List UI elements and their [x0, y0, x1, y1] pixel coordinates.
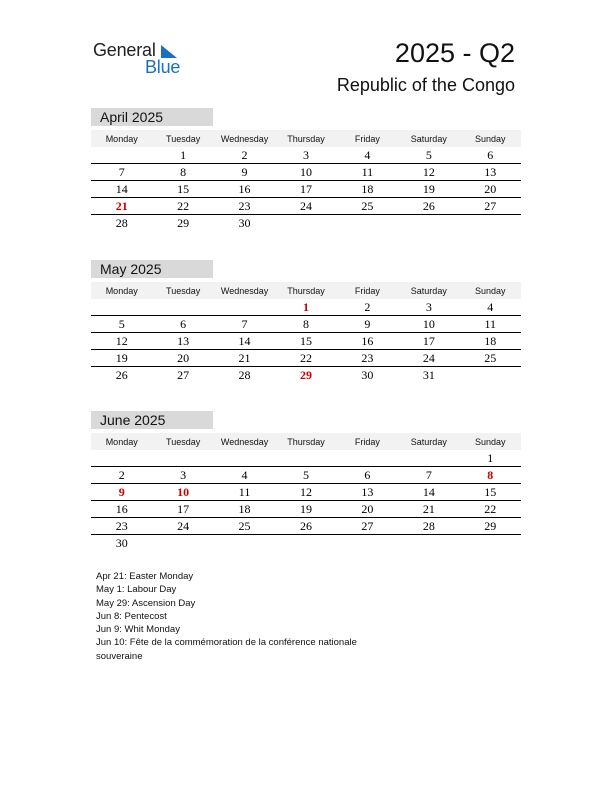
- empty-day-cell: [337, 450, 398, 467]
- day-cell: 16: [214, 181, 275, 198]
- week-row: [91, 367, 521, 384]
- month-june: [91, 411, 521, 551]
- empty-day-cell: [275, 535, 336, 552]
- weekday-label: Saturday: [398, 130, 459, 147]
- day-cell: 5: [91, 316, 152, 333]
- week-row: [91, 350, 521, 367]
- day-cell: 8: [152, 164, 213, 181]
- day-cell: 25: [214, 518, 275, 535]
- empty-day-cell: [275, 215, 336, 232]
- holiday-notes: [96, 570, 396, 663]
- empty-day-cell: [275, 450, 336, 467]
- weekday-label: Tuesday: [152, 433, 213, 450]
- empty-day-cell: [152, 535, 213, 552]
- day-cell: 21: [214, 350, 275, 367]
- week-row: [91, 316, 521, 333]
- country-name: Republic of the Congo: [336, 75, 515, 95]
- holiday-day-cell: 21: [91, 198, 152, 215]
- week-row: [91, 535, 521, 552]
- day-cell: 5: [275, 467, 336, 484]
- day-cell: 27: [337, 518, 398, 535]
- day-cell: 28: [115, 216, 128, 230]
- week-row: [91, 467, 521, 484]
- day-cell: 4: [214, 467, 275, 484]
- logo-blue-text: Blue: [145, 57, 181, 77]
- month-title: April 2025: [91, 108, 213, 126]
- empty-day-cell: [91, 299, 152, 316]
- weekday-label: Sunday: [460, 130, 521, 147]
- day-cell: 20: [152, 350, 213, 367]
- day-cell: 7: [91, 164, 152, 181]
- weekday-label: Friday: [337, 130, 398, 147]
- weekday-label: Wednesday: [214, 433, 275, 450]
- empty-day-cell: [460, 535, 521, 552]
- month-april: [91, 108, 521, 231]
- weekday-label: Monday: [91, 282, 152, 299]
- day-cell: 30: [361, 368, 374, 382]
- weekday-label: Thursday: [275, 130, 336, 147]
- day-cell: 15: [275, 333, 336, 350]
- empty-day-cell: [337, 215, 398, 232]
- day-cell: 24: [398, 350, 459, 367]
- day-cell: 2: [337, 299, 398, 316]
- day-cell: 25: [337, 198, 398, 215]
- empty-day-cell: [398, 215, 459, 232]
- day-cell: 3: [398, 299, 459, 316]
- day-cell: 26: [115, 368, 128, 382]
- week-row: [91, 450, 521, 467]
- day-cell: 14: [214, 333, 275, 350]
- day-cell: 3: [275, 147, 336, 164]
- weekday-label: Saturday: [398, 433, 459, 450]
- weekday-label: Tuesday: [152, 282, 213, 299]
- day-cell: 12: [275, 484, 336, 501]
- week-row: [91, 164, 521, 181]
- page-title: 2025 - Q2: [394, 38, 515, 68]
- day-cell: 11: [460, 316, 521, 333]
- day-cell: 17: [275, 181, 336, 198]
- weekday-label: Sunday: [460, 282, 521, 299]
- day-cell: 6: [460, 147, 521, 164]
- calendar-grid: [91, 130, 521, 231]
- day-cell: 10: [398, 316, 459, 333]
- calendar-grid: [91, 433, 521, 551]
- day-cell: 20: [460, 181, 521, 198]
- weekday-label: Monday: [91, 130, 152, 147]
- weekday-label: Sunday: [460, 433, 521, 450]
- weekday-label: Wednesday: [214, 130, 275, 147]
- day-cell: 12: [398, 164, 459, 181]
- empty-day-cell: [214, 450, 275, 467]
- week-row: [91, 198, 521, 215]
- day-cell: 29: [460, 518, 521, 535]
- day-cell: 2: [214, 147, 275, 164]
- day-cell: 6: [337, 467, 398, 484]
- empty-day-cell: [398, 535, 459, 552]
- day-cell: 21: [398, 501, 459, 518]
- holiday-day-cell: 1: [275, 299, 336, 316]
- holiday-note: Apr 21: Easter Monday: [96, 571, 194, 582]
- day-cell: 22: [460, 501, 521, 518]
- day-cell: 18: [337, 181, 398, 198]
- empty-day-cell: [337, 535, 398, 552]
- day-cell: 13: [460, 164, 521, 181]
- day-cell: 5: [398, 147, 459, 164]
- day-cell: 23: [337, 350, 398, 367]
- empty-day-cell: [152, 299, 213, 316]
- week-row: [91, 181, 521, 198]
- day-cell: 1: [460, 450, 521, 467]
- day-cell: 22: [152, 198, 213, 215]
- week-row: [91, 147, 521, 164]
- weekday-label: Tuesday: [152, 130, 213, 147]
- day-cell: 1: [152, 147, 213, 164]
- day-cell: 31: [422, 368, 435, 382]
- day-cell: 13: [337, 484, 398, 501]
- empty-day-cell: [460, 215, 521, 232]
- day-cell: 30: [115, 536, 128, 550]
- weekday-header-row: [91, 130, 521, 147]
- day-cell: 25: [460, 350, 521, 367]
- day-cell: 18: [214, 501, 275, 518]
- day-cell: 17: [152, 501, 213, 518]
- holiday-day-cell: 10: [152, 484, 213, 501]
- day-cell: 3: [152, 467, 213, 484]
- weekday-label: Friday: [337, 282, 398, 299]
- weekday-header-row: [91, 282, 521, 299]
- weekday-header-row: [91, 433, 521, 450]
- empty-day-cell: [214, 299, 275, 316]
- day-cell: 20: [337, 501, 398, 518]
- week-row: [91, 333, 521, 350]
- day-cell: 16: [337, 333, 398, 350]
- day-cell: 2: [91, 467, 152, 484]
- day-cell: 4: [460, 299, 521, 316]
- day-cell: 9: [337, 316, 398, 333]
- weekday-label: Saturday: [398, 282, 459, 299]
- day-cell: 30: [238, 216, 251, 230]
- weekday-label: Thursday: [275, 282, 336, 299]
- day-cell: 6: [152, 316, 213, 333]
- empty-day-cell: [152, 450, 213, 467]
- day-cell: 18: [460, 333, 521, 350]
- day-cell: 23: [214, 198, 275, 215]
- day-cell: 16: [91, 501, 152, 518]
- day-cell: 27: [177, 368, 190, 382]
- empty-day-cell: [398, 450, 459, 467]
- day-cell: 19: [91, 350, 152, 367]
- day-cell: 14: [398, 484, 459, 501]
- weekday-label: Thursday: [275, 433, 336, 450]
- empty-day-cell: [91, 147, 152, 164]
- day-cell: 10: [275, 164, 336, 181]
- holiday-note: Jun 8: Pentecost: [96, 610, 167, 622]
- day-cell: 26: [275, 518, 336, 535]
- day-cell: 26: [398, 198, 459, 215]
- day-cell: 24: [275, 198, 336, 215]
- day-cell: 29: [177, 216, 190, 230]
- week-row: [91, 484, 521, 501]
- holiday-day-cell: 29: [299, 368, 312, 382]
- holiday-note: Jun 10: Fête de la commémoration de la conférence nationale souveraine: [96, 637, 357, 662]
- empty-day-cell: [91, 450, 152, 467]
- day-cell: 11: [214, 484, 275, 501]
- day-cell: 24: [152, 518, 213, 535]
- holiday-day-cell: 8: [460, 467, 521, 484]
- weekday-label: Friday: [337, 433, 398, 450]
- holiday-day-cell: 9: [91, 484, 152, 501]
- day-cell: 7: [214, 316, 275, 333]
- weekday-label: Wednesday: [214, 282, 275, 299]
- day-cell: 19: [275, 501, 336, 518]
- day-cell: 28: [398, 518, 459, 535]
- day-cell: 9: [214, 164, 275, 181]
- day-cell: 15: [152, 181, 213, 198]
- week-row: [91, 299, 521, 316]
- logo-general-text: General: [93, 40, 156, 60]
- day-cell: 8: [275, 316, 336, 333]
- week-row: [91, 501, 521, 518]
- day-cell: 19: [398, 181, 459, 198]
- week-row: [91, 518, 521, 535]
- weekday-label: Monday: [91, 433, 152, 450]
- week-row: [91, 215, 521, 232]
- day-cell: 22: [275, 350, 336, 367]
- month-title: June 2025: [91, 411, 213, 429]
- month-title: May 2025: [91, 260, 213, 278]
- day-cell: 12: [91, 333, 152, 350]
- day-cell: 27: [460, 198, 521, 215]
- day-cell: 13: [152, 333, 213, 350]
- holiday-note: Jun 9: Whit Monday: [96, 624, 180, 636]
- day-cell: 15: [460, 484, 521, 501]
- empty-day-cell: [460, 367, 521, 384]
- holiday-note: May 1: Labour Day: [96, 584, 177, 596]
- day-cell: 17: [398, 333, 459, 350]
- day-cell: 7: [398, 467, 459, 484]
- holiday-note: May 29: Ascension Day: [96, 597, 196, 609]
- logo: [93, 40, 193, 80]
- day-cell: 11: [337, 164, 398, 181]
- month-may: [91, 260, 521, 383]
- day-cell: 23: [91, 518, 152, 535]
- day-cell: 14: [91, 181, 152, 198]
- calendar-grid: [91, 282, 521, 383]
- empty-day-cell: [214, 535, 275, 552]
- day-cell: 4: [337, 147, 398, 164]
- day-cell: 28: [238, 368, 251, 382]
